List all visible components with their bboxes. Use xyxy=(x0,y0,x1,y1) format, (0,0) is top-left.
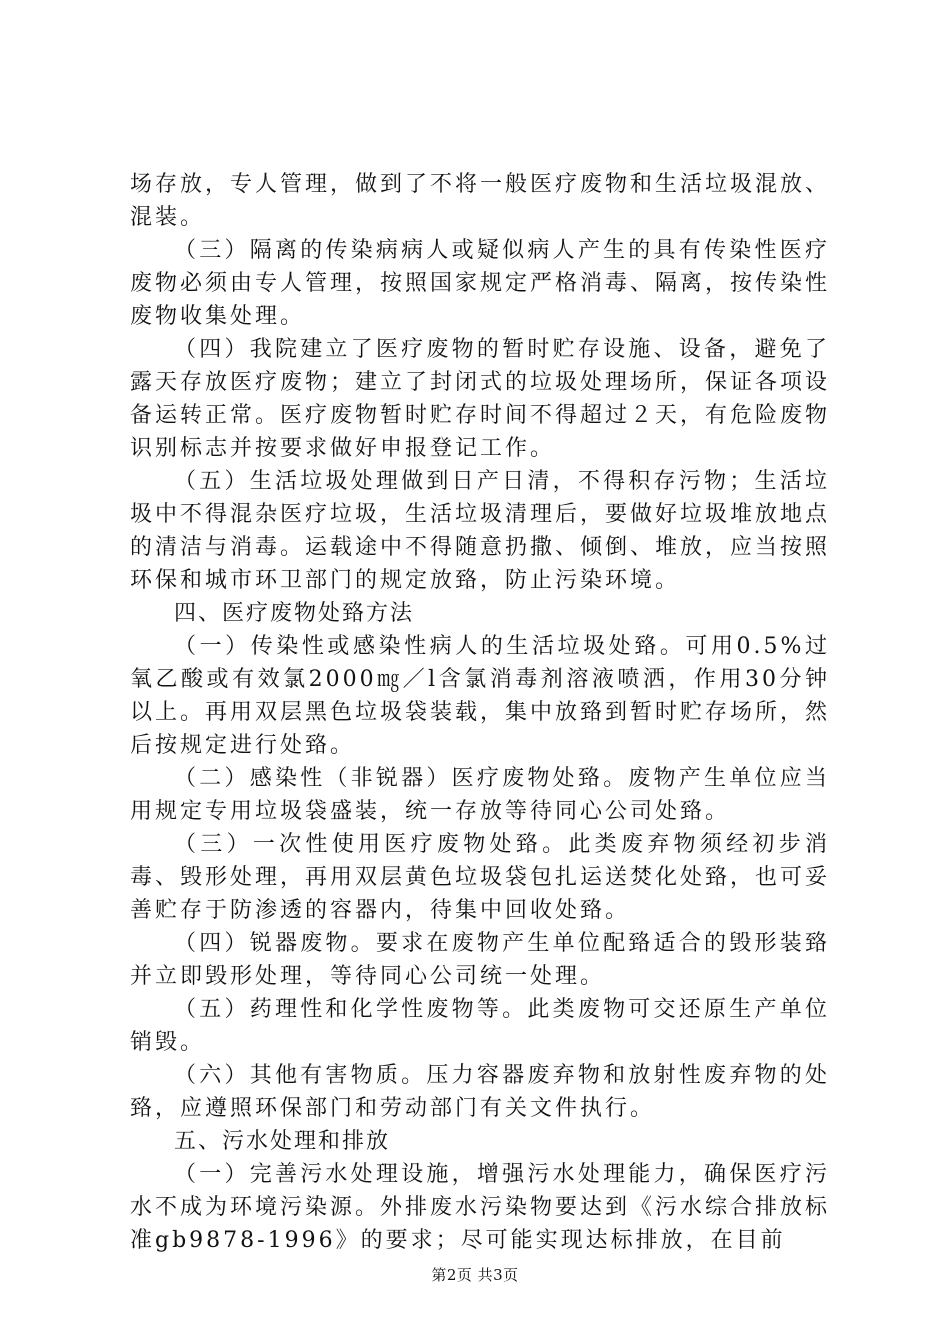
section-heading: 五、污水处理和排放 xyxy=(174,1129,391,1154)
paragraph: （四）我院建立了医疗废物的暂时贮存设施、设备，避免了露天存放医疗废物；建立了封闭式的垃圾处理场所，保证各项设备运转正常。医疗废物暂时贮存时间不得超过２天，有危险废物识别标志并按要求做好申报登记工作。 xyxy=(130,337,831,461)
paragraph: （五）药理性和化学性废物等。此类废物可交还原生产单位销毁。 xyxy=(130,997,830,1055)
page-footer: 第2页 共3页 xyxy=(431,1266,519,1284)
section-heading: 四、医疗废物处臵方法 xyxy=(174,601,415,626)
paragraph: （一）完善污水处理设施，增强污水处理能力，确保医疗污水不成为环境污染源。外排废水污染物要达到《污水综合排放标准gb9878-1996》的要求；尽可能实现达标排放，在目前 xyxy=(130,1162,831,1253)
paragraph: 场存放，专人管理，做到了不将一般医疗废物和生活垃圾混放、混装。 xyxy=(130,172,831,230)
document-body xyxy=(130,168,830,1257)
paragraph: （四）锐器废物。要求在废物产生单位配臵适合的毁形装臵并立即毁形处理，等待同心公司统一处理。 xyxy=(130,931,830,989)
paragraph: （六）其他有害物质。压力容器废弃物和放射性废弃物的处臵，应遵照环保部门和劳动部门有关文件执行。 xyxy=(130,1063,830,1121)
paragraph: （三）一次性使用医疗废物处臵。此类废弃物须经初步消毒、毁形处理，再用双层黄色垃圾袋包扎运送焚化处臵，也可妥善贮存于防渗透的容器内，待集中回收处臵。 xyxy=(130,832,831,923)
paragraph: （二）感染性（非锐器）医疗废物处臵。废物产生单位应当用规定专用垃圾袋盛装，统一存放等待同心公司处臵。 xyxy=(130,766,830,824)
paragraph: （三）隔离的传染病病人或疑似病人产生的具有传染性医疗废物必须由专人管理，按照国家规定严格消毒、隔离，按传染性废物收集处理。 xyxy=(130,238,831,329)
paragraph: （五）生活垃圾处理做到日产日清，不得积存污物；生活垃圾中不得混杂医疗垃圾，生活垃圾清理后，要做好垃圾堆放地点的清洁与消毒。运载途中不得随意扔撒、倾倒、堆放，应当按照环保和城市环卫部门的规定放臵，防止污染环境。 xyxy=(130,469,831,593)
paragraph: （一）传染性或感染性病人的生活垃圾处臵。可用0.5%过氧乙酸或有效氯2000㎎／l含氯消毒剂溶液喷洒，作用30分钟以上。再用双层黑色垃圾袋装载，集中放臵到暂时贮存场所，然后按规定进行处臵。 xyxy=(130,634,831,758)
